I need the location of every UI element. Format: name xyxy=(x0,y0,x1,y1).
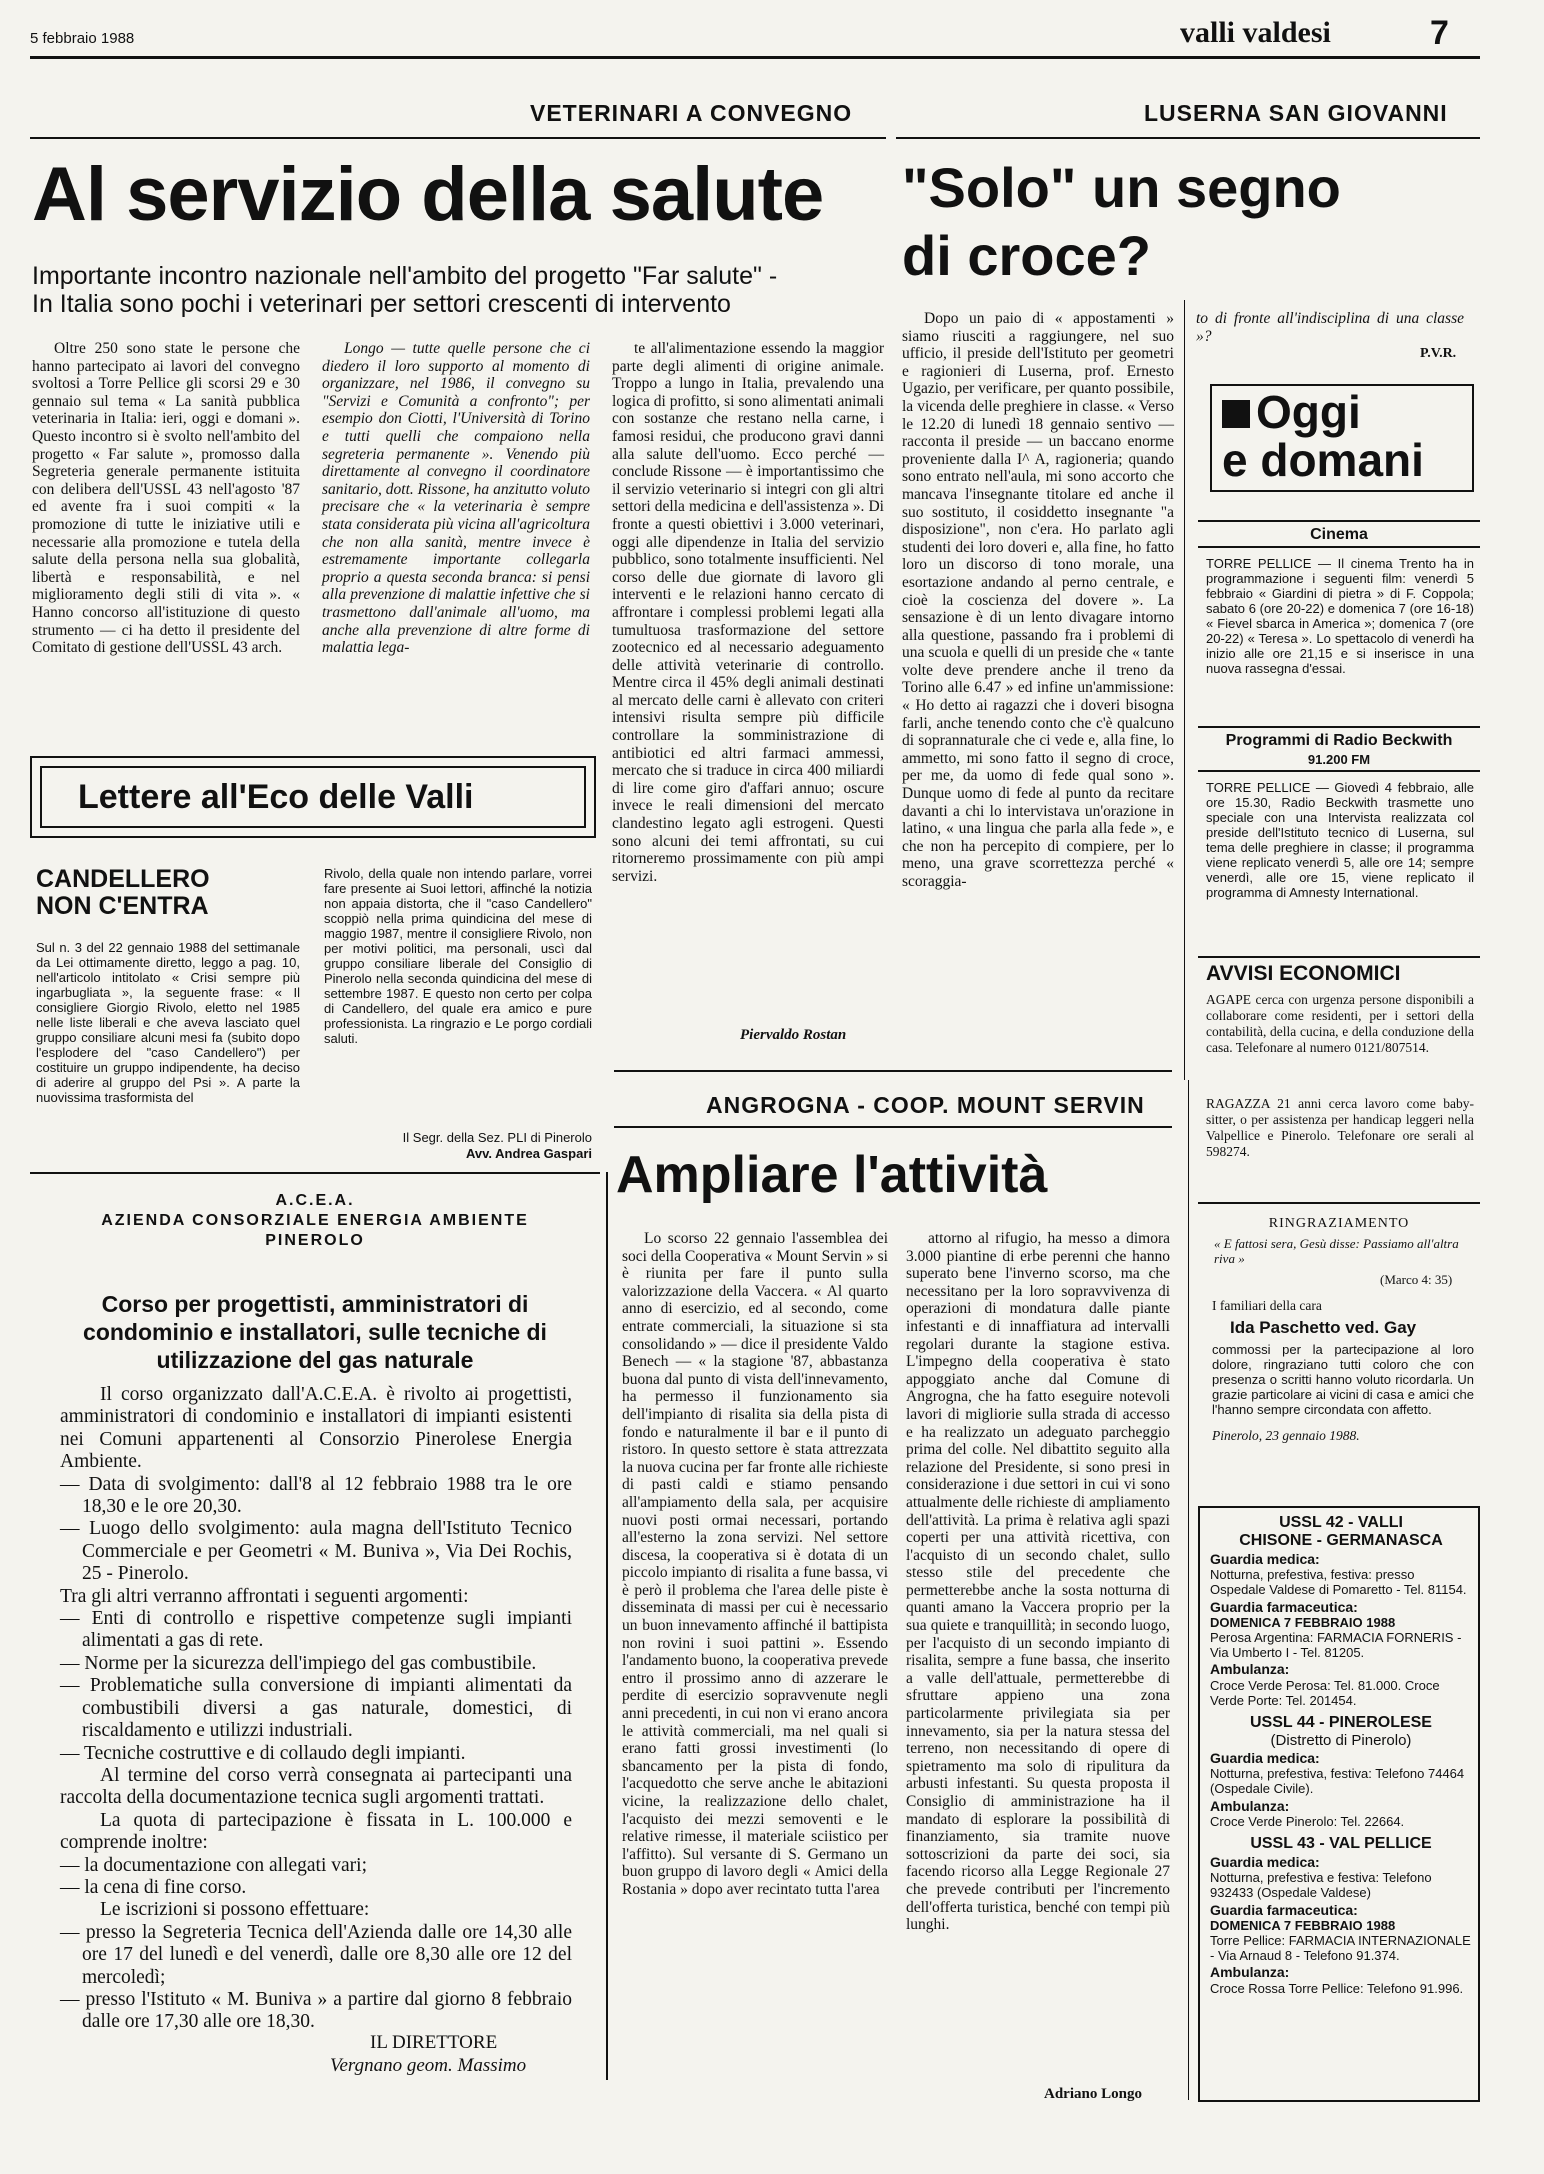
angrogna-col-1 xyxy=(622,1230,888,1899)
angrogna-top-rule xyxy=(614,1070,1172,1072)
ringr-date: Pinerolo, 23 gennaio 1988. xyxy=(1212,1428,1360,1443)
acea-topic: — Tecniche costruttive e di collaudo degli impianti. xyxy=(60,1742,466,1764)
letters-banner-inner xyxy=(40,766,586,828)
ussl-44-heading: USSL 44 - PINEROLESE xyxy=(1250,1714,1432,1732)
ussl-43-heading: USSL 43 - VAL PELLICE xyxy=(1250,1835,1432,1853)
ussl-44-guardia-medica: Guardia medica: xyxy=(1210,1750,1320,1767)
radio-frequency: 91.200 FM xyxy=(1307,752,1371,767)
center-kicker: LUSERNA SAN GIOVANNI xyxy=(1144,100,1448,126)
ussl-43-guardia-medica: Guardia medica: xyxy=(1210,1854,1320,1871)
ussl-content xyxy=(1210,1514,1472,1996)
ussl-43-farmacia-date: DOMENICA 7 FEBBRAIO 1988 xyxy=(1210,1917,1396,1933)
oggi-title-2: e domani xyxy=(1222,434,1424,486)
ringr-name: Ida Paschetto ved. Gay xyxy=(1230,1318,1417,1337)
ussl-42-farmacia-text: Perosa Argentina: FARMACIA FORNERIS - Via Umberto I - Tel. 81205. xyxy=(1210,1630,1462,1661)
radio-rule-2 xyxy=(1198,770,1480,772)
right-col-divider xyxy=(1188,1080,1189,2100)
letter-sign-1: Il Segr. della Sez. PLI di Pinerolo xyxy=(402,1130,592,1145)
acea-place: — Luogo dello svolgimento: aula magna dell'Istituto Tecnico Commerciale e per Geometri « M. Buniva », Via Dei Rochis, 25 - Pinerolo. xyxy=(60,1518,572,1585)
acea-topics-intro: Tra gli altri verranno affrontati i seguenti argomenti: xyxy=(60,1585,469,1607)
ussl-44-subheading: (Distretto di Pinerolo) xyxy=(1270,1732,1412,1750)
center-article-col xyxy=(902,310,1174,891)
acea-enrol-item: — presso la Segreteria Tecnica dell'Azienda dalle ore 14,30 alle ore 17 del lunedì e del venerdì, dalle ore 8,30 alle ore 12 del mercoledì; xyxy=(60,1921,572,1988)
acea-intro: Il corso organizzato dall'A.C.E.A. è rivolto ai progettisti, amministratori di condominio e installatori di impianti esistenti nei Comuni appartenenti al Consorzio Pinerolese Energia Ambiente. xyxy=(60,1384,572,1473)
angrogna-kicker: ANGROGNA - COOP. MOUNT SERVIN xyxy=(706,1092,1145,1118)
avvisi-heading: AVVISI ECONOMICI xyxy=(1206,962,1401,985)
acea-fee: La quota di partecipazione è fissata in L. 100.000 e comprende inoltre: xyxy=(60,1809,572,1854)
acea-org-2: AZIENDA CONSORZIALE ENERGIA AMBIENTE xyxy=(101,1212,529,1229)
ussl-44-ambulanza: Ambulanza: xyxy=(1210,1797,1290,1814)
body-text: Dopo un paio di « appostamenti » siamo riusciti a raggiungere, nel suo ufficio, il preside dell'Istituto per geometri e ragionieri di Luserna, prof. Ernesto Ugazio, per verificare, per quanto possibile, la vicenda delle preghiere in classe. « Verso le 12.20 di lunedì 18 gennaio sentivo — racconta il preside — un baccano enorme proveniente dalla I^ A, ragioneria; quando sono entrato nell'aula, mi sono accorto che mancava l'insegnante titolare ed anche il suo sostituto, il cosiddetto insegnante "a disposizione", non c'era. Ho parlato agli studenti dei loro doveri e, alla fine, ho fatto loro un discorso di tono morale, una esortazione andando al perno centrale, e cioè la coscienza del dovere ». La sensazione è di un lento divagare intorno alla questione, passando fra i problemi di una scuola e quelli di un preside che « tante volte deve prendere anche il treno da Torino alle 6.47 » ed infine un'ammissione: « Ho detto ai ragazzi che i doveri bisogna farli, anche tenendo conto che c'è qualcuno di soprannaturale che ci vede e, alla fine, lo ammetto, mi sono fatto il segno di croce, per me, da uomo di fede qual sono ». Dunque uomo di fede al punto da recitare davanti a chi lo intervistava un'orazione in latino, « una lingua che parla alla fede », e che non ha percepito di compiere, per lo meno, una grave scorrettezza perché « scoraggia- xyxy=(902,310,1175,890)
avviso-2: RAGAZZA 21 anni cerca lavoro come baby-sitter, o per assistenza per handicap leggeri nella Valpellice e Pinerolo. Telefonare ore serali al 598274. xyxy=(1206,1096,1474,1159)
letter-col-2: Rivolo, della quale non intendo parlare, vorrei fare presente ai Suoi lettori, affinché la notizia non appaia distorta, che il "caso Candellero" scoppiò nella prima quindicina del mese di maggio 1987, mentre il consigliere Rivolo, non per motivi politici, ma personali, uscì dal gruppo consiliare liberale del Consiglio di Pinerolo nella seconda quindicina del mese di settembre 1987. E questo non certo per colpa di Candellero, del quale era amico e pure professionista. La ringrazio e Le porgo cordiali saluti. xyxy=(324,866,592,1046)
ussl-42-ambulanza: Ambulanza: xyxy=(1210,1661,1290,1678)
avviso-1: AGAPE cerca con urgenza persone disponibili a collaborare come residenti, per i settori della contabilità, della cucina, e della conduzione della casa. Telefonare al numero 0121/807514. xyxy=(1206,992,1474,1055)
acea-topic: — Norme per la sicurezza dell'impiego del gas combustibile. xyxy=(60,1652,537,1674)
center-kicker-rule xyxy=(896,137,1480,139)
ussl-42-farmacia-date: DOMENICA 7 FEBBRAIO 1988 xyxy=(1210,1614,1396,1630)
ringr-heading: RINGRAZIAMENTO xyxy=(1268,1216,1410,1231)
left-byline: Piervaldo Rostan xyxy=(740,1027,847,1043)
body-text: Lo scorso 22 gennaio l'assemblea dei soci della Cooperativa « Mount Servin » si è riunita per fare il punto sulla valorizzazione della Vaccera. « Al quarto anno di esercizio, ed al secondo, come entrate commerciali, la situazione si sta consolidando » — dice il presidente Valdo Benech — « la stagione '87, abbastanza buona dal punto di vista dell'innevamento, ha permesso il funzionamento sia dell'impianto di risalita sia della pista di fondo e naturalmente il bar e il punto di ristoro. In questo settore è stata attrezzata la nuova cucina per far fronte alle richieste di pasti caldi e stiamo pensando all'ampiamento della sala, per acquisire nuovi posti ormai necessari, portando all'esterno la zona servizi. Nel settore discesa, la cooperativa si è dotata di un piccolo impianto di risalita a fune bassa, vi è però il problema che l'area delle piste è disseminata di massi per cui è necessario un buon innevamento affinché il battipista non rovini i suoi pattini ». Essendo l'andamento buono, la cooperativa prevede entro il prossimo anno di azzerare le perdite di esercizio sopravvenute negli anni precedenti, in cui non vi erano ancora le attività commerciali, ma nel quali si erano fatti grossi investimenti (lo sbancamento per la pista di fondo, l'acquedotto che serve anche le abitazioni vicine, la realizzazione dello chalet, l'acquisto dei mezzi semoventi e le relative rimesse, il materiale sciistico per l'affitto). Sul versante di S. Germano un buon gruppo di lavoro degli « Amici della Rostania » dopo aver recintato tutta l'area xyxy=(622,1230,889,1898)
left-article-col-3 xyxy=(612,340,884,885)
left-article-col-1 xyxy=(32,340,300,657)
ussl-42-guardia-medica-text: Notturna, prefestiva, festiva: presso Ospedale Valdese di Pomaretto - Tel. 81154. xyxy=(1210,1567,1467,1598)
masthead-rule xyxy=(30,56,1480,59)
angrogna-kicker-rule xyxy=(614,1126,1172,1128)
avvisi-rule xyxy=(1198,956,1480,958)
ussl-43-ambulanza: Ambulanza: xyxy=(1210,1964,1290,1981)
left-headline: Al servizio della salute xyxy=(32,152,824,237)
body-text: te all'alimentazione essendo la maggior parte degli alimenti di origine animale. Troppo a lungo in Italia, prevalendo una logica di profitto, si sono alimentati animali con sostanze che restano nella carne, i famosi residui, che producono gravi danni alla salute dell'uomo. Ecco perché — conclude Rissone — è importantissimo che il servizio veterinario si integri con gli altri settori della medicina e dell'assistenza ». Di fronte a questi obiettivi i 3.000 veterinari, oggi alle dipendenze in Italia del servizio pubblico, sono totalmente insufficienti. Nel corso delle due giornate di lavoro gli interventi e le relazioni hanno cercato di affrontare i complessi problemi legati alla tumultuosa trasformazione del settore zootecnico ed al necessario adeguamento delle attività veterinarie di controllo. Mentre circa il 45% degli animali destinati al mercato delle carni è allevato con criteri intensivi risulta sempre più difficile controllare la somministrazione di antibiotici ed altri farmaci ammessi, mercato che si traduce in circa 400 miliardi di lire come giro d'affari annuo; oscure invece le reali dimensioni del mercato clandestino legato agli estrogeni. Questi sono alcuni dei temi affrontati, su cui ritorneremo prossimamente con più ampi servizi. xyxy=(612,340,884,885)
acea-body xyxy=(60,1384,572,2034)
angrogna-headline: Ampliare l'attività xyxy=(616,1146,1048,1204)
body-text: attorno al rifugio, ha messo a dimora 3.000 piantine di erbe perenni che hanno superato bene l'inverno scorso, ma che necessitano per la loro sopravvivenza di operazioni di mondatura dalle piante infestanti e di innaffiatura ad intervalli regolari durante la stagione estiva. L'impegno della cooperativa è stato appoggiato anche dal Comune di Angrogna, che ha fatto eseguire notevoli lavori di migliorie sulla strada di accesso e ha realizzato un adeguato parcheggio prima del colle. Nel dibattito seguito alla relazione del Presidente, si sono presi in considerazione i due settori in cui vi sono attualmente delle richieste di ampliamento dell'attività. La prima è relativa agli spazi coperti per una attività ricettiva, con l'acquisto di un secondo chalet, sullo stesso stile del precedente che permetterebbe anche la sosta notturna di quanti amano la Vaccera proprio per la sua quiete e tranquillità; in secondo luogo, per l'acquisto di un secondo impianto di risalita, sempre a fune bassa, che inserito a valle dell'attuale, permetterebbe di sfruttare appieno una zona particolarmente privilegiata sia per innevamento, sia per la natura stessa del terreno, non necessitando di opere di spietramento ma solo di ripulitura da arbusti infestanti. Su questa proposta il Consiglio di amministrazione ha il mandato di esplorare la possibilità di finanziamento, sia tramite nuove sottoscrizioni da parte dei soci, sia facendo ricorso alla Legge Regionale 27 che prevede contributi per l'incremento dell'offerta turistica, benché con tempi più lunghi. xyxy=(906,1230,1170,1934)
angrogna-col-2 xyxy=(906,1230,1170,1934)
acea-fee-item: — la cena di fine corso. xyxy=(60,1876,247,1898)
body-text: Oltre 250 sono state le persone che hanno partecipato ai lavori del convegno svoltosi a Torre Pellice gli scorsi 29 e 30 gennaio sul tema « La sanità pubblica veterinaria in Italia: ieri, oggi e domani ». Questo incontro si è svolto nell'ambito del progetto « Far salute », promosso dalla Segreteria generale permanente istituita con delibera dell'USSL 43 nell'agosto '87 ed avente fra i suoi compiti « la promozione di tutte le iniziative utili e necessarie alla promozione e tutela della salute della persona nella sua globalità, libertà e responsabilità, e nel miglioramento degli stili di vita ». « Hanno concorso all'istituzione di questo strumento — ci ha detto il presidente del Comitato di gestione dell'USSL 43 arch. xyxy=(32,340,300,657)
letters-banner xyxy=(30,756,596,838)
acea-topic: — Problematiche sulla conversione di impianti alimentati da combustibili diversi a gas naturale, domestici, di riscaldamento e utilizzi industriali. xyxy=(60,1675,572,1742)
center-headline-1: "Solo" un segno xyxy=(902,156,1341,219)
center-col-divider xyxy=(1184,300,1185,1080)
left-kicker: VETERINARI A CONVEGNO xyxy=(530,100,853,126)
ussl-43-guardia-medica-text: Notturna, prefestiva e festiva: Telefono 932433 (Ospedale Valdese) xyxy=(1210,1870,1432,1901)
acea-enrol-item: — presso l'Istituto « M. Buniva » a partire dal giorno 8 febbraio dalle ore 17,30 alle ore 18,30. xyxy=(60,1988,572,2033)
paper-name: valli valdesi xyxy=(1180,16,1331,49)
ringr-rule xyxy=(1198,1202,1480,1204)
ringr-quote: « E fattosi sera, Gesù disse: Passiamo all'altra riva » xyxy=(1214,1236,1459,1266)
oggi-domani-box xyxy=(1210,384,1474,492)
acea-org-1: A.C.E.A. xyxy=(275,1192,355,1209)
letter-col-1: Sul n. 3 del 22 gennaio 1988 del settimanale da Lei ottimamente diretto, leggo a pag. 10, nell'articolo intitolato « Crisi sempre più ingarbugliata », la seguente frase: « Il consigliere Giorgio Rivolo, eletto nel 1985 nelle liste liberali e che aveva lasciato quel gruppo consiliare alcuni mesi fa (subito dopo l'esplodere del "caso Candellero") per costituire un gruppo indipendente, ha deciso di aderire al gruppo del Psi ». A parte la nuovissima trasformista del xyxy=(36,940,300,1105)
ussl-43-farmacia-text: Torre Pellice: FARMACIA INTERNAZIONALE - Via Arnaud 8 - Telefono 91.374. xyxy=(1210,1933,1471,1964)
cinema-rule xyxy=(1198,520,1480,522)
oggi-square-icon xyxy=(1222,400,1250,428)
left-deck-1: Importante incontro nazionale nell'ambito del progetto "Far salute" - xyxy=(32,262,778,290)
radio-heading: Programmi di Radio Beckwith xyxy=(1225,732,1453,749)
ussl-42-ambulanza-text: Croce Verde Perosa: Tel. 81.000. Croce Verde Porte: Tel. 201454. xyxy=(1210,1677,1440,1708)
angrogna-byline: Adriano Longo xyxy=(1044,2086,1142,2102)
ringr-reference: (Marco 4: 35) xyxy=(1380,1272,1453,1287)
center-headline-2: di croce? xyxy=(902,224,1151,287)
letter-sign-2: Avv. Andrea Gaspari xyxy=(466,1146,592,1161)
acea-fee-item: — la documentazione con allegati vari; xyxy=(60,1854,368,1876)
oggi-title-1: Oggi xyxy=(1256,386,1361,438)
acea-conclusion: Al termine del corso verrà consegnata ai partecipanti una raccolta della documentazione tecnica sugli argomenti trattati. xyxy=(60,1764,572,1809)
left-deck-2: In Italia sono pochi i veterinari per settori crescenti di intervento xyxy=(32,290,731,318)
letters-title: Lettere all'Eco delle Valli xyxy=(78,778,474,816)
cinema-heading: Cinema xyxy=(1310,526,1368,543)
body-text: Longo — tutte quelle persone che ci diedero il loro supporto al momento di organizzare, nel 1986, il convegno su "Servizi e Comunità a confronto"; per esempio don Ciotti, l'Università di Torino e tutti quelli che compaiono nella segreteria permanente ». Venendo più direttamente al convegno il coordinatore sanitario, dott. Rissone, ha anzitutto voluto precisare che « la veterinaria è sempre stata considerata più vicina all'agricoltura che non alla sanità, mentre invece è estremamente importante collegarla proprio a questa seconda branca: si pensi alla prevenzione di malattie infettive che si trasmettono dall'animale all'uomo, ma anche alla prevenzione di altre forme di malattia lega- xyxy=(322,340,590,657)
ussl-42-subheading: CHISONE - GERMANASCA xyxy=(1239,1532,1443,1549)
ussl-44-guardia-medica-text: Notturna, prefestiva, festiva: Telefono 74464 (Ospedale Civile). xyxy=(1210,1766,1465,1797)
acea-title: Corso per progettisti, amministratori di condominio e installatori, sulle tecniche di utilizzazione del gas naturale xyxy=(83,1291,547,1373)
ussl-44-ambulanza-text: Croce Verde Pinerolo: Tel. 22664. xyxy=(1210,1813,1405,1829)
kicker-rule xyxy=(30,137,886,139)
letter-title-1: CANDELLERO xyxy=(36,865,210,893)
ussl-42-guardia-medica: Guardia medica: xyxy=(1210,1551,1320,1567)
radio-text: TORRE PELLICE — Giovedì 4 febbraio, alle ore 15.30, Radio Beckwith trasmette uno speciale con una Intervista realizzata col preside dell'Istituto tecnico di Luserna, sul tema delle preghiere in classe; il programma viene replicato venerdì 5, alle ore 14; sempre venerdì, alle ore 15, viene replicato il programma di Amnesty International. xyxy=(1206,780,1474,900)
ussl-42-guardia-farmaceutica: Guardia farmaceutica: xyxy=(1210,1598,1358,1615)
acea-sign-2: Vergnano geom. Massimo xyxy=(330,2055,527,2076)
issue-date: 5 febbraio 1988 xyxy=(30,30,135,47)
acea-topic: — Enti di controllo e rispettive competenze sugli impianti alimentati a gas di rete. xyxy=(60,1608,572,1652)
acea-right-rule xyxy=(606,1172,608,2080)
center-initials: P.V.R. xyxy=(1420,346,1457,361)
acea-org-3: PINEROLO xyxy=(265,1232,365,1249)
left-article-col-2 xyxy=(322,340,590,657)
letter-title-2: NON C'ENTRA xyxy=(36,892,209,920)
cinema-text: TORRE PELLICE — Il cinema Trento ha in programmazione i seguenti film: venerdì 5 febbraio « Giardini di pietra » di F. Coppola; sabato 6 (ore 20-22) e domenica 7 (ore 16-18) « Fievel sbarca in America »; domenica 7 (ore 20-22) « Teresa ». Lo spettacolo di venerdì ha inizio alle ore 21,15 e si inserisce in una nuova rassegna d'essai. xyxy=(1206,556,1474,676)
acea-sign-1: IL DIRETTORE xyxy=(370,2032,498,2053)
ringr-text: commossi per la partecipazione al loro dolore, ringraziano tutti coloro che con presenza o scritti hanno voluto ricordarla. Un grazie particolare ai vicini di casa e amici che l'hanno sempre circondata con affetto. xyxy=(1212,1342,1474,1417)
center-article-cont: to di fronte all'indisciplina di una classe »? xyxy=(1196,310,1464,345)
ussl-42-heading: USSL 42 - VALLI xyxy=(1279,1514,1403,1531)
ussl-43-guardia-farmaceutica: Guardia farmaceutica: xyxy=(1210,1901,1358,1918)
acea-enrol-intro: Le iscrizioni si possono effettuare: xyxy=(100,1899,370,1921)
radio-rule xyxy=(1198,726,1480,728)
ussl-43-ambulanza-text: Croce Rossa Torre Pellice: Telefono 91.996. xyxy=(1210,1980,1464,1996)
acea-date: — Data di svolgimento: dall'8 al 12 febbraio 1988 tra le ore 18,30 e le ore 20,30. xyxy=(60,1473,572,1518)
acea-top-rule xyxy=(30,1172,600,1174)
ringr-family: I familiari della cara xyxy=(1212,1298,1322,1313)
page-number: 7 xyxy=(1430,14,1449,52)
cinema-rule-2 xyxy=(1198,546,1480,548)
